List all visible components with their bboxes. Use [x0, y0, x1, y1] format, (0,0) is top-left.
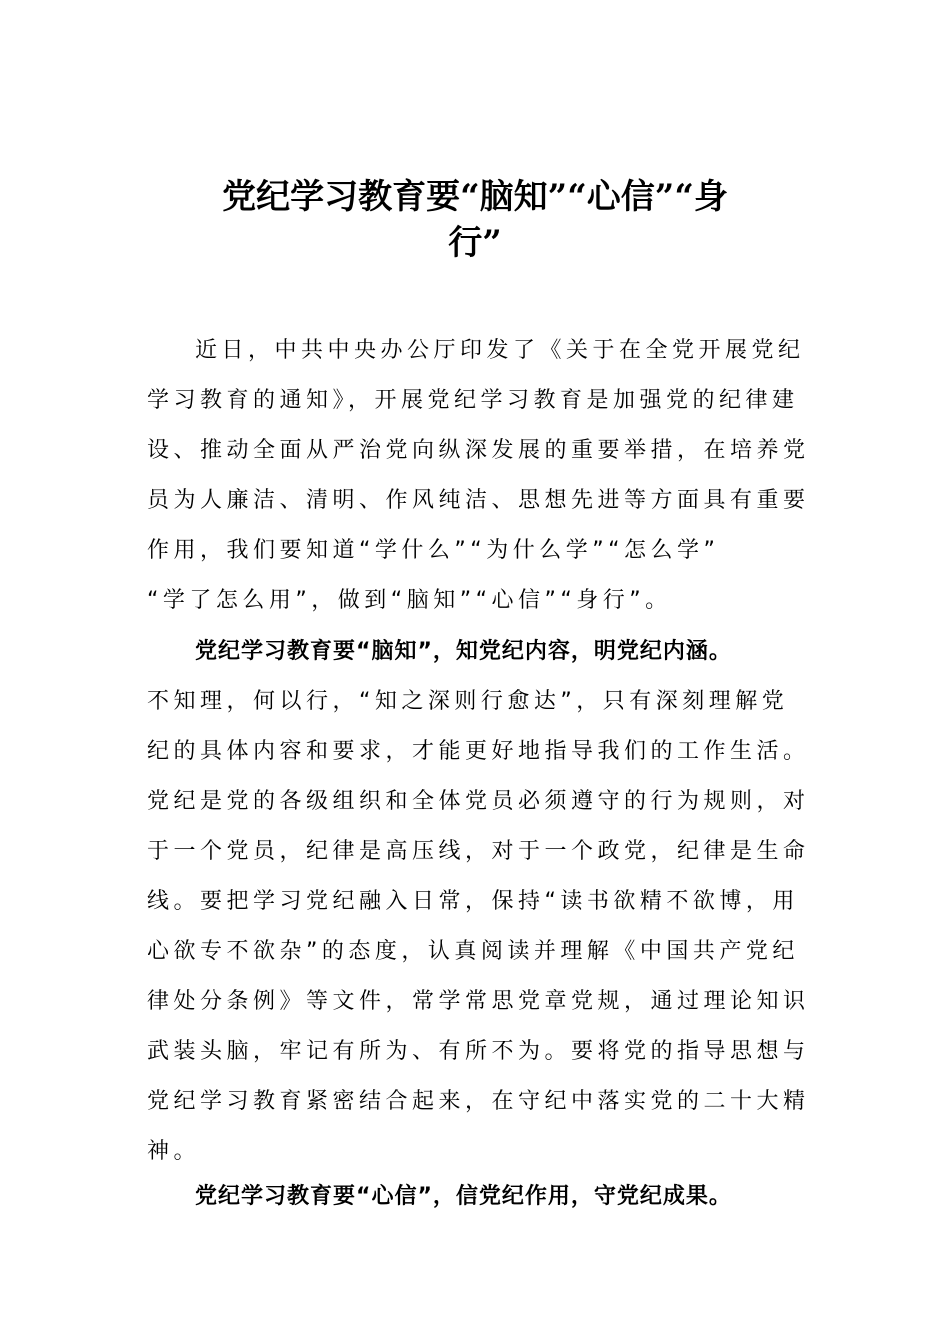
paragraph-lead-heading: 党纪学习教育要“脑知”，知党纪内容，明党纪内涵。 [195, 639, 732, 664]
paragraph-line: 近日，中共中央办公厅印发了《关于在全党开展党纪 [195, 338, 805, 363]
paragraph-line: 学习教育的通知》，开展党纪学习教育是加强党的纪律建 [147, 388, 799, 413]
paragraph-line: 党纪学习教育紧密结合起来，在守纪中落实党的二十大精 [147, 1089, 810, 1114]
paragraph-line: 律处分条例》等文件，常学常思党章党规，通过理论知识 [147, 989, 810, 1014]
paragraph-line: 于一个党员，纪律是高压线，对于一个政党，纪律是生命 [147, 839, 810, 864]
title-line: 党纪学习教育要“脑知”“心信”“身 [222, 177, 728, 217]
paragraph-line: 党纪是党的各级组织和全体党员必须遵守的行为规则，对 [147, 789, 810, 814]
paragraph-line: 神。 [147, 1139, 201, 1164]
paragraph-line: 员为人廉洁、清明、作风纯洁、思想先进等方面具有重要 [147, 488, 810, 513]
paragraph-brain-know [147, 627, 809, 1177]
paragraph-line: 武装头脑，牢记有所为、有所不为。要将党的指导思想与 [147, 1039, 810, 1064]
paragraph-line: 线。要把学习党纪融入日常，保持“读书欲精不欲博，用 [147, 889, 799, 914]
paragraph-line: 不知理，何以行，“知之深则行愈达”，只有深刻理解党 [147, 689, 789, 714]
paragraph-line: 作用，我们要知道“学什么”“为什么学”“怎么学” [147, 538, 720, 563]
paragraph-heart-believe [147, 1172, 809, 1222]
paragraph-line: 心欲专不欲杂”的态度，认真阅读并理解《中国共产党纪 [147, 939, 799, 964]
paragraph-line: 纪的具体内容和要求，才能更好地指导我们的工作生活。 [147, 739, 810, 764]
paragraph-line: 设、推动全面从严治党向纵深发展的重要举措，在培养党 [147, 438, 810, 463]
paragraph-line: “学了怎么用”，做到“脑知”“心信”“身行”。 [147, 588, 672, 613]
title-line: 行” [448, 223, 502, 263]
document-title [170, 174, 780, 266]
paragraph-intro [147, 326, 809, 626]
paragraph-lead-heading: 党纪学习教育要“心信”，信党纪作用，守党纪成果。 [195, 1184, 732, 1209]
